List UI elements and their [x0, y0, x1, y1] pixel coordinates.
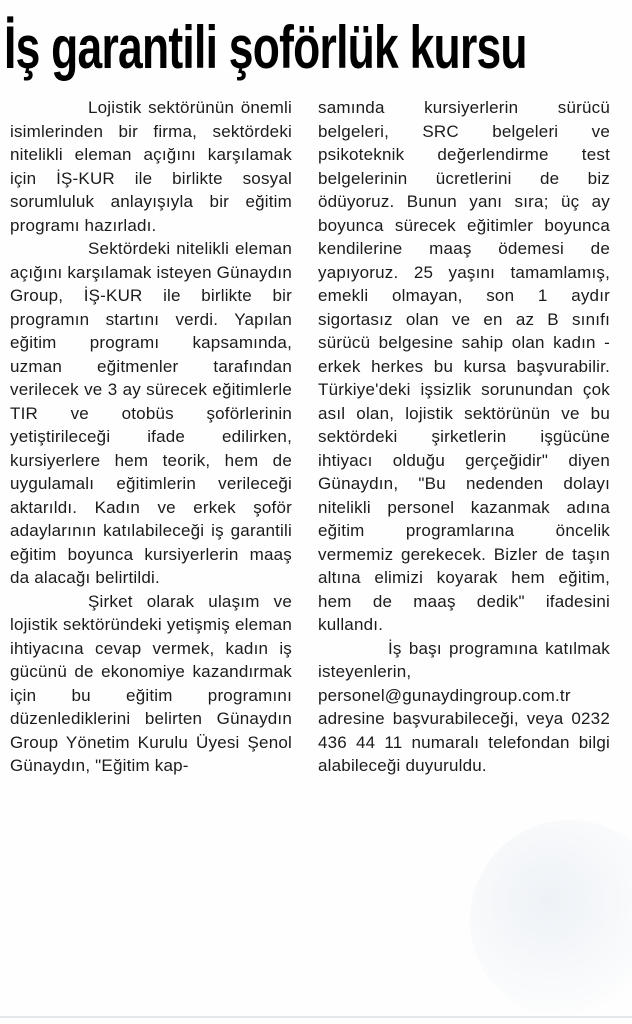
article-paragraph: Sektördeki nitelikli eleman açığını karşılamak isteyen Günaydın Group, İŞ-KUR ile birlikte bir programın startını verdi. Yapılan eğitim programı kapsamında, uzman eğitmenler tarafından verilecek ve 3 ay sürecek eğitimlerle TIR ve otobüs şoförlerinin yetiştirileceği ifade edilirken, kursiyerlere hem teorik, hem de uygulamalı eğitimlerin verileceği aktarıldı. Kadın ve erkek şoför adaylarının katılabileceği iş garantili eğitim boyunca kursiyerlerin maaş da alacağı belirtildi. [10, 239, 292, 587]
article-column-left [10, 96, 292, 778]
article-paragraph: İş başı programına katılmak isteyenlerin, personel@gunaydingroup.com.tr adresine başvurabileceği, veya 0232 436 44 11 numaralı telefondan bilgi alabileceği duyuruldu. [318, 638, 610, 775]
page-bottom-divider [0, 1016, 632, 1018]
article-paragraph: Şirket olarak ulaşım ve lojistik sektöründeki yetişmiş eleman ihtiyacına cevap vermek, kadın iş gücünü de ekonomiye kazandırmak için bu eğitim programını düzenlediklerini belirten Günaydın Group Yönetim Kurulu Üyesi Şenol Günaydın, "Eğitim kap- [10, 591, 292, 775]
article-paragraph: Lojistik sektörünün önemli isimlerinden bir firma, sektördeki nitelikli eleman açığını karşılamak için İŞ-KUR ile birlikte sosyal sorumluluk anlayışıyla bir eğitim programı hazırladı. [10, 98, 292, 235]
article-column-right [318, 96, 610, 778]
article-headline: İş garantili şoförlük kursu [4, 14, 527, 81]
article-paragraph: samında kursiyerlerin sürücü belgeleri, SRC belgeleri ve psikoteknik değerlendirme test belgelerinin ücretlerini de biz ödüyoruz. Bunun yanı sıra; üç ay boyunca sürecek eğitimler boyunca kendilerine maaş ödemesi de yapıyoruz. 25 yaşını tamamlamış, emekli olmayan, son 1 aydır sigortasız olan ve en az B sınıfı sürücü belgesine sahip olan kadın - erkek herkes bu kursa başvurabilir. Türkiye'deki işsizlik sorunundan çok asıl olan, lojistik sektörünün ve bu sektördeki şirketlerin işgücüne ihtiyacı olduğu gerçeğidir" diyen Günaydın, "Bu nedenden dolayı nitelikli personel kazanmak adına eğitim programlarına öncelik vermemiz gerekecek. Bizler de taşın altına elimizi koyarak hem eğitim, hem de maaş dedik" ifadesini kullandı. [318, 98, 610, 634]
watermark-graphic [470, 820, 632, 1020]
